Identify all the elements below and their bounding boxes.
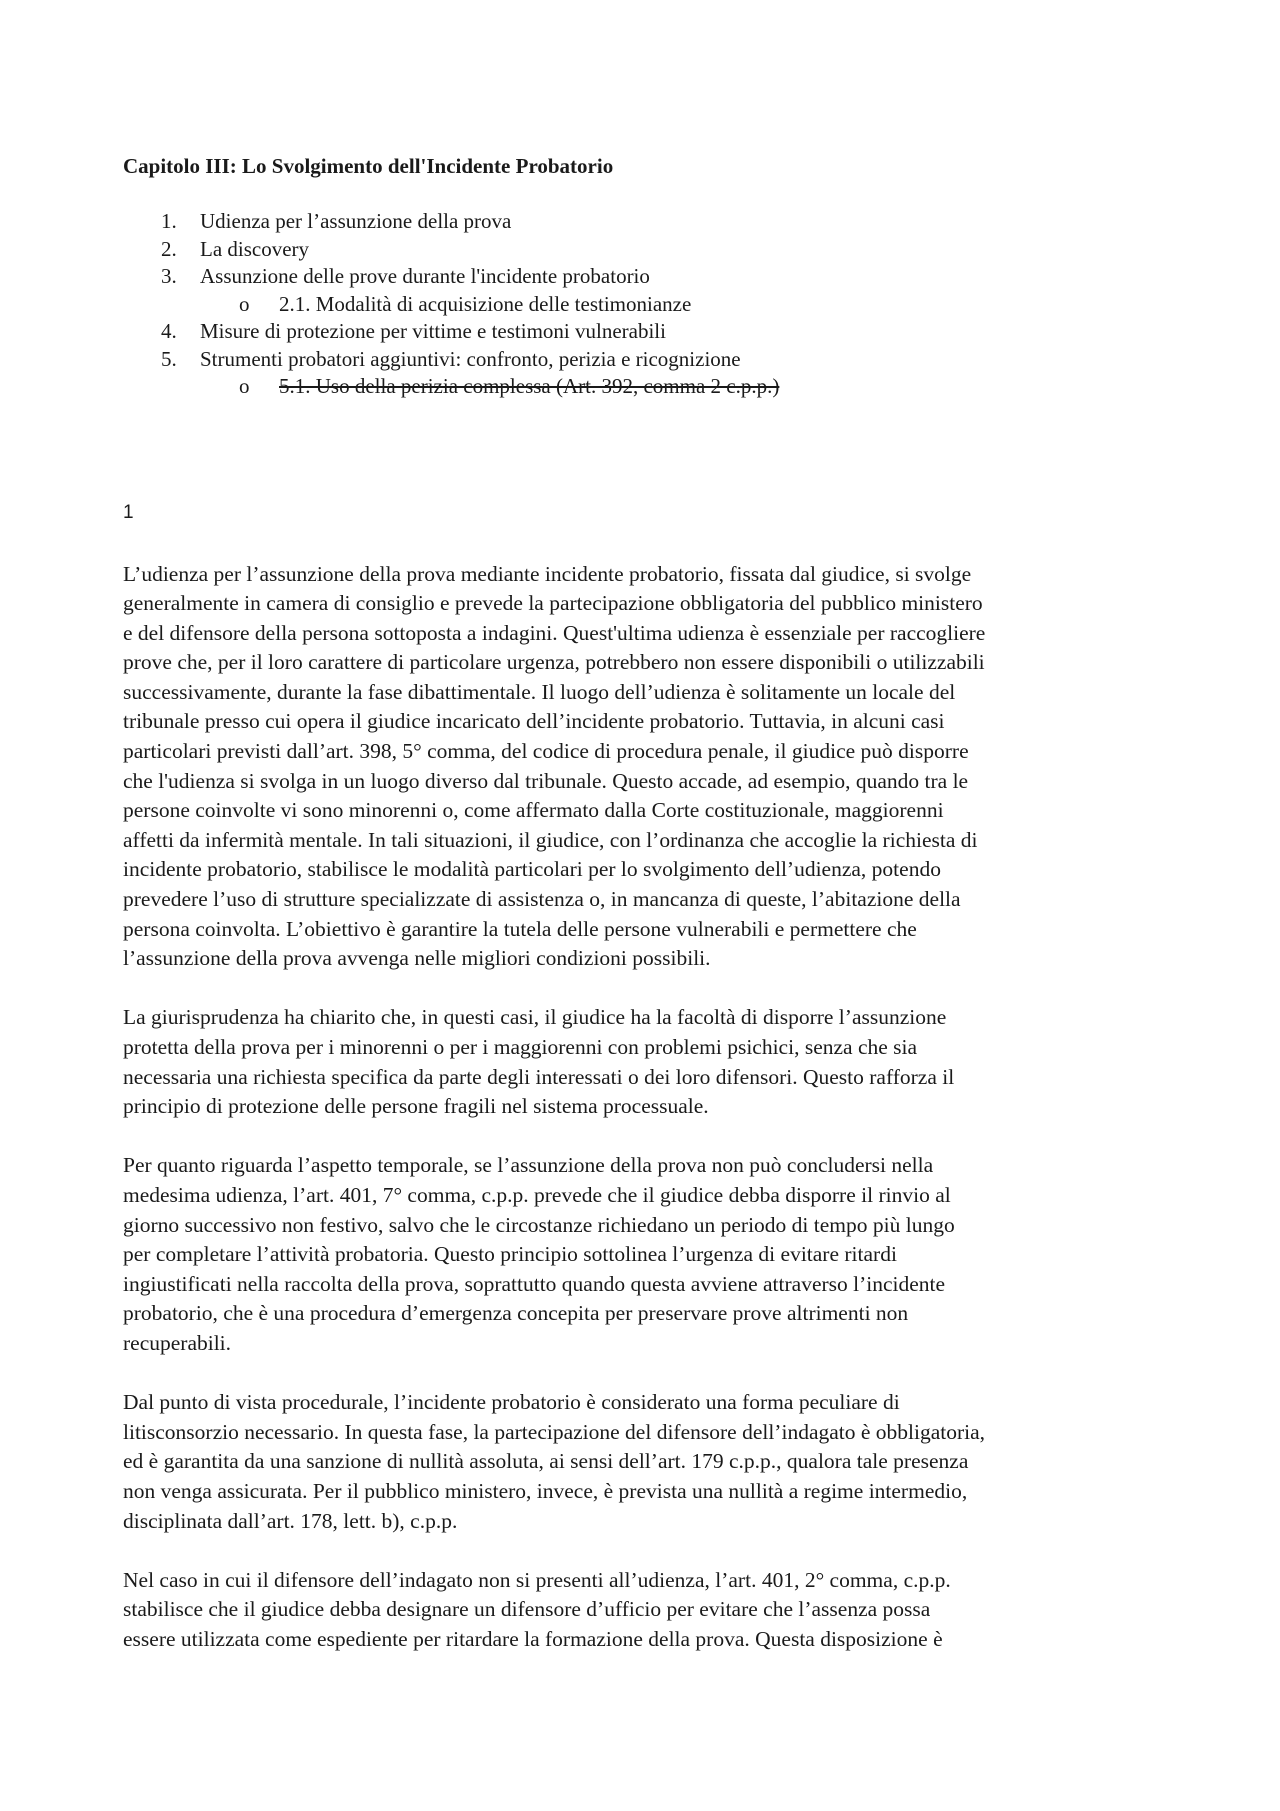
toc-subitem-struck bbox=[123, 373, 1183, 401]
document-page bbox=[123, 150, 1183, 1684]
text-line: persona coinvolta. L’obiettivo è garantire la tutela delle persone vulnerabili e permettere che bbox=[123, 916, 917, 941]
text-line: che l'udienza si svolga in un luogo diverso dal tribunale. Questo accade, ad esempio, quando tra le bbox=[123, 768, 969, 793]
chapter-title: Capitolo III: Lo Svolgimento dell'Incidente Probatorio bbox=[123, 154, 614, 178]
toc-item-text: Misure di protezione per vittime e testimoni vulnerabili bbox=[200, 319, 666, 343]
toc-subitem bbox=[123, 291, 1183, 319]
text-line: principio di protezione delle persone fragili nel sistema processuale. bbox=[123, 1094, 709, 1119]
text-line: l’assunzione della prova avvenga nelle migliori condizioni possibili. bbox=[123, 946, 711, 971]
paragraph bbox=[123, 1003, 1183, 1121]
text-line: recuperabili. bbox=[123, 1330, 232, 1355]
text-line: e del difensore della persona sottoposta a indagini. Quest'ultima udienza è essenziale per raccogliere bbox=[123, 620, 986, 645]
toc-item bbox=[123, 208, 1183, 236]
text-line: Nel caso in cui il difensore dell’indagato non si presenti all’udienza, l’art. 401, 2° comma, c.p.p. bbox=[123, 1567, 951, 1592]
text-line: probatorio, che è una procedura d’emergenza concepita per preservare prove altrimenti non bbox=[123, 1301, 909, 1326]
text-line: medesima udienza, l’art. 401, 7° comma, c.p.p. prevede che il giudice debba disporre il rinvio al bbox=[123, 1182, 951, 1207]
text-line: non venga assicurata. Per il pubblico ministero, invece, è prevista una nullità a regime intermedio, bbox=[123, 1478, 968, 1503]
text-line: necessaria una richiesta specifica da parte degli interessati o dei loro difensori. Questo rafforza il bbox=[123, 1064, 955, 1089]
paragraph bbox=[123, 1388, 1183, 1536]
text-line: generalmente in camera di consiglio e prevede la partecipazione obbligatoria del pubblico ministero bbox=[123, 591, 983, 616]
toc-subitem-text: 2.1. Modalità di acquisizione delle testimonianze bbox=[279, 291, 692, 316]
text-line: stabilisce che il giudice debba designare un difensore d’ufficio per evitare che l’assenza possa bbox=[123, 1597, 931, 1622]
toc-number: 5. bbox=[161, 346, 177, 371]
toc-item-text: Strumenti probatori aggiuntivi: confronto, perizia e ricognizione bbox=[200, 346, 741, 371]
text-line: successivamente, durante la fase dibattimentale. Il luogo dell’udienza è solitamente un locale del bbox=[123, 679, 956, 704]
toc-number: 1. bbox=[161, 209, 177, 233]
toc-item bbox=[123, 236, 1183, 264]
text-line: disciplinata dall’art. 178, lett. b), c.p.p. bbox=[123, 1508, 458, 1533]
table-of-contents bbox=[123, 208, 1183, 401]
toc-item bbox=[123, 318, 1183, 346]
toc-item bbox=[123, 263, 1183, 291]
text-line: L’udienza per l’assunzione della prova mediante incidente probatorio, fissata dal giudice, si svolge bbox=[123, 561, 972, 586]
toc-number: 2. bbox=[161, 236, 177, 261]
text-line: incidente probatorio, stabilisce le modalità particolari per lo svolgimento dell’udienza, potendo bbox=[123, 857, 941, 882]
toc-item-text: Udienza per l’assunzione della prova bbox=[200, 209, 512, 233]
text-line: prove che, per il loro carattere di particolare urgenza, potrebbero non essere disponibili o utilizzabili bbox=[123, 650, 985, 675]
toc-item-text: Assunzione delle prove durante l'incidente probatorio bbox=[200, 264, 650, 288]
text-line: ed è garantita da una sanzione di nullità assoluta, ai sensi dell’art. 179 c.p.p., qualora tale presenza bbox=[123, 1449, 969, 1474]
toc-item-text: La discovery bbox=[200, 236, 310, 261]
paragraph bbox=[123, 1151, 1183, 1358]
toc-subitem-text: 5.1. Uso della perizia complessa (Art. 392, comma 2 c.p.p.) bbox=[279, 374, 780, 398]
text-line: per completare l’attività probatoria. Questo principio sottolinea l’urgenza di evitare ritardi bbox=[123, 1242, 897, 1267]
text-line: protetta della prova per i minorenni o per i maggiorenni con problemi psichici, senza che sia bbox=[123, 1035, 918, 1059]
text-line: persone coinvolte vi sono minorenni o, come affermato dalla Corte costituzionale, maggiorenni bbox=[123, 798, 944, 823]
text-line: ingiustificati nella raccolta della prova, soprattutto quando questa avviene attraverso l’incidente bbox=[123, 1271, 946, 1296]
body-text bbox=[123, 560, 1183, 1655]
paragraph bbox=[123, 560, 1183, 974]
text-line: tribunale presso cui opera il giudice incaricato dell’incidente probatorio. Tuttavia, in alcuni casi bbox=[123, 709, 945, 734]
toc-item bbox=[123, 346, 1183, 374]
toc-bullet: o bbox=[239, 374, 250, 398]
text-line: particolari previsti dall’art. 398, 5° comma, del codice di procedura penale, il giudice può disporre bbox=[123, 739, 969, 764]
text-line: affetti da infermità mentale. In tali situazioni, il giudice, con l’ordinanza che accoglie la richiesta di bbox=[123, 827, 978, 852]
page-number: 1 bbox=[123, 501, 134, 523]
text-line: essere utilizzata come espediente per ritardare la formazione della prova. Questa disposizione è bbox=[123, 1626, 943, 1651]
text-line: litisconsorzio necessario. In questa fase, la partecipazione del difensore dell’indagato è obbligatoria, bbox=[123, 1419, 986, 1444]
toc-number: 4. bbox=[161, 319, 177, 343]
text-line: prevedere l’uso di strutture specializzate di assistenza o, in mancanza di queste, l’abitazione della bbox=[123, 887, 961, 912]
toc-number: 3. bbox=[161, 264, 177, 288]
text-line: Per quanto riguarda l’aspetto temporale, se l’assunzione della prova non può concludersi nella bbox=[123, 1153, 934, 1178]
text-line: La giurisprudenza ha chiarito che, in questi casi, il giudice ha la facoltà di disporre l’assunzione bbox=[123, 1005, 947, 1030]
text-line: Dal punto di vista procedurale, l’incidente probatorio è considerato una forma peculiare di bbox=[123, 1390, 900, 1415]
text-line: giorno successivo non festivo, salvo che le circostanze richiedano un periodo di tempo più lungo bbox=[123, 1212, 955, 1237]
paragraph bbox=[123, 1566, 1183, 1655]
toc-bullet: o bbox=[239, 291, 250, 316]
